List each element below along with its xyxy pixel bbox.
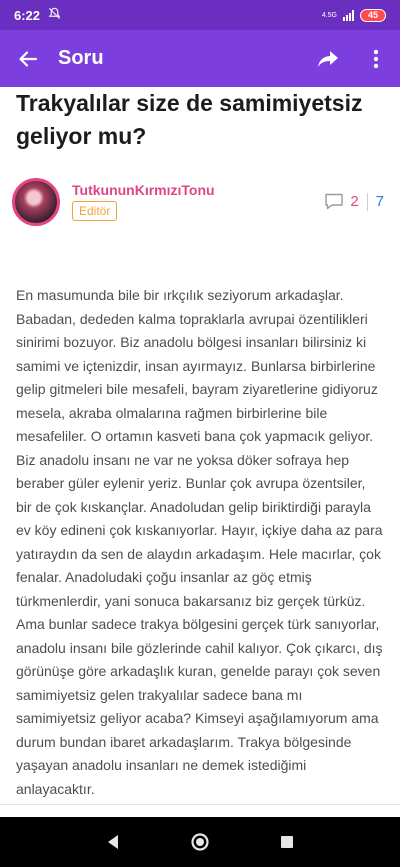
status-bar: [0, 0, 400, 30]
nav-recents-button[interactable]: [267, 822, 307, 862]
question-body: En masumunda bile bir ırkçılık seziyorum arkadaşlar. Babadan, dededen kalma topraklarla avrupai özentilikleri sinirimi bozuyor. Biz anadolu bölgesi insanları bilirsiniz ki samimi ve içtenizdir, insan ayırmayız. Bunlarsa birbirlerine gelip gitmeleri bile mesafeli, bayram ziyaretlerine gidiyoruz mesela, akraba olmalarına rağmen birbirlerine bile mesafeliler. O ortamın kasveti bana çok yapmacık geliyor. Biz anadolu insanı ne var ne yoksa döker sofraya hep beraber güler eylenir yeriz. Bunlar çok avrupa özentsiler, bir de çok kıskançlar. Anadoludan gelip biriktirdiği parayla ev köy edineni çok kıskanıyorlar. Hayır, içkiye daha az para yatıraydın da sen de alaydın arkadaşım. Hele macırlar, çok fenalar. Anadoludaki çoğu insanlar az göç etmiş türkmenlerdir, yani sonuca bakarsanız biz gerçek türküz. Ama bunlar sadece trakya bölgesini gerçek türk sanıyorlar, anadolu insanı bile gözlerinde cahil kalıyor. Çok çıkarcı, dış görünüşe göre arkadaşlık kuran, genelde parayı çok seven samimiyetsiz gelen trakyalılar sadece bana mı samimiyetsiz geliyor acaba? Kimseyi aşağılamıyorum ama durum bundan ibaret arkadaşlarım. Trakya bölgesinde yaşayan anadolu insanları ne demek istediğimi anlayacaktır.: [16, 287, 383, 797]
square-recents-icon: [280, 835, 294, 849]
network-type: 4.5G: [321, 11, 337, 19]
system-nav-bar: [0, 817, 400, 867]
avatar[interactable]: [12, 178, 60, 226]
signal-icon: [343, 10, 354, 21]
status-time: 6:22: [14, 7, 41, 23]
view-count: 7: [375, 193, 384, 210]
author-row: [0, 174, 400, 229]
status-indicators: [322, 9, 386, 22]
author-info: [72, 182, 215, 221]
comment-icon[interactable]: [324, 193, 344, 211]
more-vert-icon: [373, 49, 379, 69]
share-button[interactable]: [304, 30, 352, 87]
triangle-back-icon: [106, 834, 120, 850]
question-content: [0, 87, 400, 817]
page-title: Soru: [58, 47, 104, 69]
back-button[interactable]: [0, 30, 56, 87]
share-icon: [317, 50, 339, 68]
question-stats: [324, 193, 388, 211]
author-name[interactable]: TutkununKırmızıTonu: [72, 182, 215, 198]
role-badge: Editör: [72, 201, 117, 221]
back-arrow-icon: [18, 49, 38, 69]
nav-back-button[interactable]: [93, 822, 133, 862]
battery-level: 45: [367, 10, 378, 20]
comment-count[interactable]: 2: [350, 193, 359, 210]
divider: [0, 804, 400, 805]
question-title: Trakyalılar size de samimiyetsiz geliyor mu?: [16, 90, 363, 149]
battery-icon: [360, 9, 386, 22]
nav-home-button[interactable]: [180, 822, 220, 862]
circle-home-icon: [190, 832, 210, 852]
more-options-button[interactable]: [352, 30, 400, 87]
app-bar: [0, 30, 400, 87]
count-divider: [367, 193, 368, 211]
mute-icon: [48, 7, 61, 23]
